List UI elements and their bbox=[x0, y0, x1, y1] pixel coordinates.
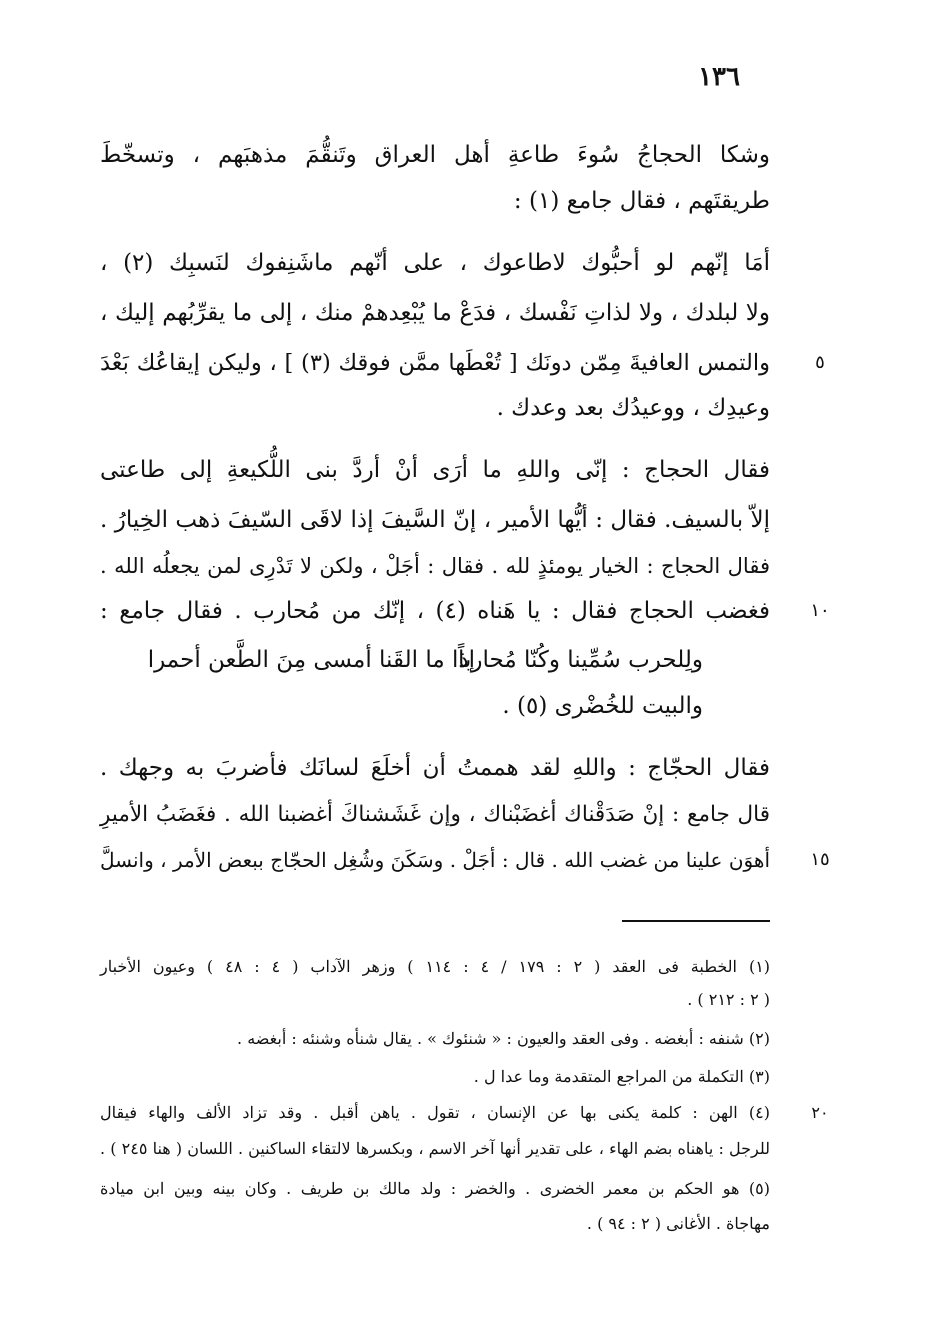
body-line-9: فقال الحجاج : الخيار يومئذٍ لله . فقال : أجَلْ ، ولكن لا تَدْرِى لمن يجعلُه الله . bbox=[100, 554, 770, 578]
verse-closing-line: والبيت للخُضْرى (٥) . bbox=[502, 693, 703, 719]
footnote-1-line-2: ( ٢ : ٢١٢ ) . bbox=[687, 990, 770, 1009]
verse-hemistich-1: ولِلحرب سُمِّينا وكُنّا مُحارباً bbox=[457, 647, 703, 673]
body-line-12: قال جامع : إنْ صَدَقْناك أغضَبْناك ، وإن غَشَشناكَ أغضبنا الله . فغَضَبُ الأميرِ bbox=[100, 802, 770, 827]
footnote-separator bbox=[622, 920, 770, 922]
page-number: ١٣٦ bbox=[698, 62, 740, 92]
footnote-4-line-2: للرجل : ياهناه بضم الهاء ، على تقدير أنها آخر الاسم ، وبكسرها لالتقاء الساكنين . اللسان ( هنا ٢٤٥ ) . bbox=[100, 1139, 771, 1158]
margin-line-number-10: ١٠ bbox=[810, 600, 830, 621]
margin-line-number-5: ٥ bbox=[815, 352, 825, 373]
footnote-3: (٣) التكملة من المراجع المتقدمة وما عدا ل . bbox=[473, 1067, 770, 1086]
footnote-5-line-2: مهاجاة . الأغانى ( ٢ : ٩٤ ) . bbox=[586, 1214, 770, 1233]
body-line-4: ولا لبلدك ، ولا لذاتِ نَفْسك ، فدَعْ ما يُبْعِدهمْ منك ، إلى ما يقرِّبُهم إليك ، bbox=[100, 300, 770, 326]
margin-line-number-20: ٢٠ bbox=[811, 1103, 829, 1122]
body-line-1: وشكا الحجاجُ سُوءَ طاعةِ أهل العراق وتَنقُّمَ مذهبَهم ، وتسخّطَ bbox=[100, 142, 770, 168]
footnote-2: (٢) شنفه : أبغضه . وفى العقد والعيون : « شنئوك » . يقال شنأه وشنئه : أبغضه . bbox=[237, 1029, 770, 1048]
body-line-11: فقال الحجّاج : واللهِ لقد هممتُ أن أخلَعَ لسانَك فأضربَ به وجهك . bbox=[100, 755, 770, 781]
footnote-5-line-1: (٥) هو الحكم بن معمر الخضرى . والخضر : ولد مالك بن طريف . وكان بينه وبين ابن ميادة bbox=[100, 1179, 771, 1198]
verse-hemistich-2: إذا ما القَنا أمسى مِنَ الطَّعن أحمرا bbox=[147, 647, 475, 673]
footnote-4-line-1: (٤) الهن : كلمة يكنى بها عن الإنسان ، تقول . ياهن أقبل . وقد تزاد الألف والهاء فيقال bbox=[100, 1103, 770, 1122]
body-line-10: فغضب الحجاج فقال : يا هَناه (٤) ، إنّك من مُحارب . فقال جامع : bbox=[100, 598, 770, 624]
body-line-13: أهوَن علينا من غضب الله . قال : أجَلْ . وسَكَنَ وشُغِل الحجّاج ببعض الأمر ، وانسلَّ bbox=[100, 848, 770, 872]
body-line-7: فقال الحجاج : إنّى واللهِ ما أرَى أنْ أردَّ بنى اللُّكيعةِ إلى طاعتى bbox=[100, 457, 770, 483]
margin-line-number-15: ١٥ bbox=[810, 849, 830, 870]
footnote-1-line-1: (١) الخطبة فى العقد ( ٢ : ١٧٩ / ٤ : ١١٤ ) وزهر الآداب ( ٤ : ٤٨ ) وعيون الأخبار bbox=[100, 957, 771, 976]
body-line-8: إلاّ بالسيف. فقال : أيُّها الأمير ، إنّ السَّيفَ إذا لاقَى السّيفَ ذهب الخِيارُ . bbox=[100, 507, 770, 533]
body-line-6: وعيدِك ، ووعيدُك بعد وعدك . bbox=[496, 395, 770, 421]
body-line-2: طريقتَهم ، فقال جامع (١) : bbox=[513, 188, 770, 214]
body-line-3: أمَا إنّهم لو أحبُّوك لاطاعوك ، على أنّهم ماشَنِفوك لنَسبِك (٢) ، bbox=[100, 250, 770, 276]
body-line-5: والتمس العافيةَ مِمّن دونَك [ تُعْطَها ممَّن فوقك (٣) ] ، وليكن إيقاعُك بَعْدَ bbox=[100, 350, 770, 376]
